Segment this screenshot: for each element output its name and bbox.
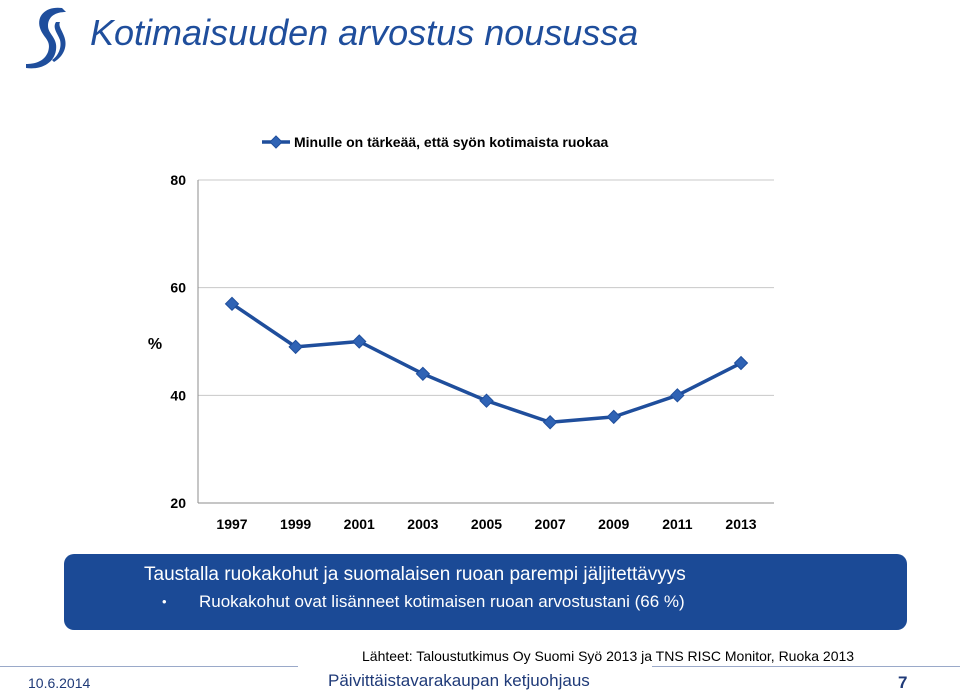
page-number: 7 <box>898 673 908 692</box>
x-tick-label: 2013 <box>725 516 757 532</box>
y-tick-label: 60 <box>170 279 186 296</box>
y-axis-label: % <box>147 336 163 353</box>
x-tick-label: 2009 <box>598 516 630 532</box>
y-tick-label: 20 <box>170 495 186 511</box>
x-tick-label: 2005 <box>470 516 503 532</box>
x-tick-label: 2007 <box>534 516 566 532</box>
legend-marker <box>270 136 282 148</box>
footer-title: Päivittäistavarakaupan ketjuohjaus <box>328 671 590 690</box>
y-tick-label: 40 <box>170 387 186 404</box>
footer-divider-left <box>0 666 298 667</box>
sources-text: Lähteet: Taloustutkimus Oy Suomi Syö 2013 ja TNS RISC Monitor, Ruoka 2013 <box>362 648 855 664</box>
footer-divider-right <box>652 666 960 667</box>
bullet-marker: • <box>162 594 167 609</box>
data-point <box>544 416 557 429</box>
data-point <box>735 357 748 370</box>
x-tick-label: 2011 <box>662 516 693 532</box>
legend-label: Minulle on tärkeää, että syön kotimaista ruokaa <box>294 134 609 150</box>
data-point <box>480 394 493 407</box>
x-tick-label: 1999 <box>280 516 312 532</box>
info-bullet: Ruokakohut ovat lisänneet kotimaisen ruoan arvostustani (66 %) <box>199 592 685 611</box>
info-box <box>64 554 907 630</box>
data-point <box>671 389 684 402</box>
data-point <box>353 335 366 348</box>
slide-title: Kotimaisuuden arvostus nousussa <box>90 12 639 53</box>
y-tick-label: 80 <box>170 172 186 188</box>
x-tick-label: 1997 <box>216 516 248 532</box>
info-headline: Taustalla ruokakohut ja suomalaisen ruoan parempi jäljitettävyys <box>144 564 686 585</box>
x-tick-label: 2003 <box>407 516 439 532</box>
x-tick-label: 2001 <box>343 516 375 532</box>
data-point <box>416 367 429 380</box>
data-point <box>607 410 620 423</box>
footer-date: 10.6.2014 <box>28 675 91 691</box>
